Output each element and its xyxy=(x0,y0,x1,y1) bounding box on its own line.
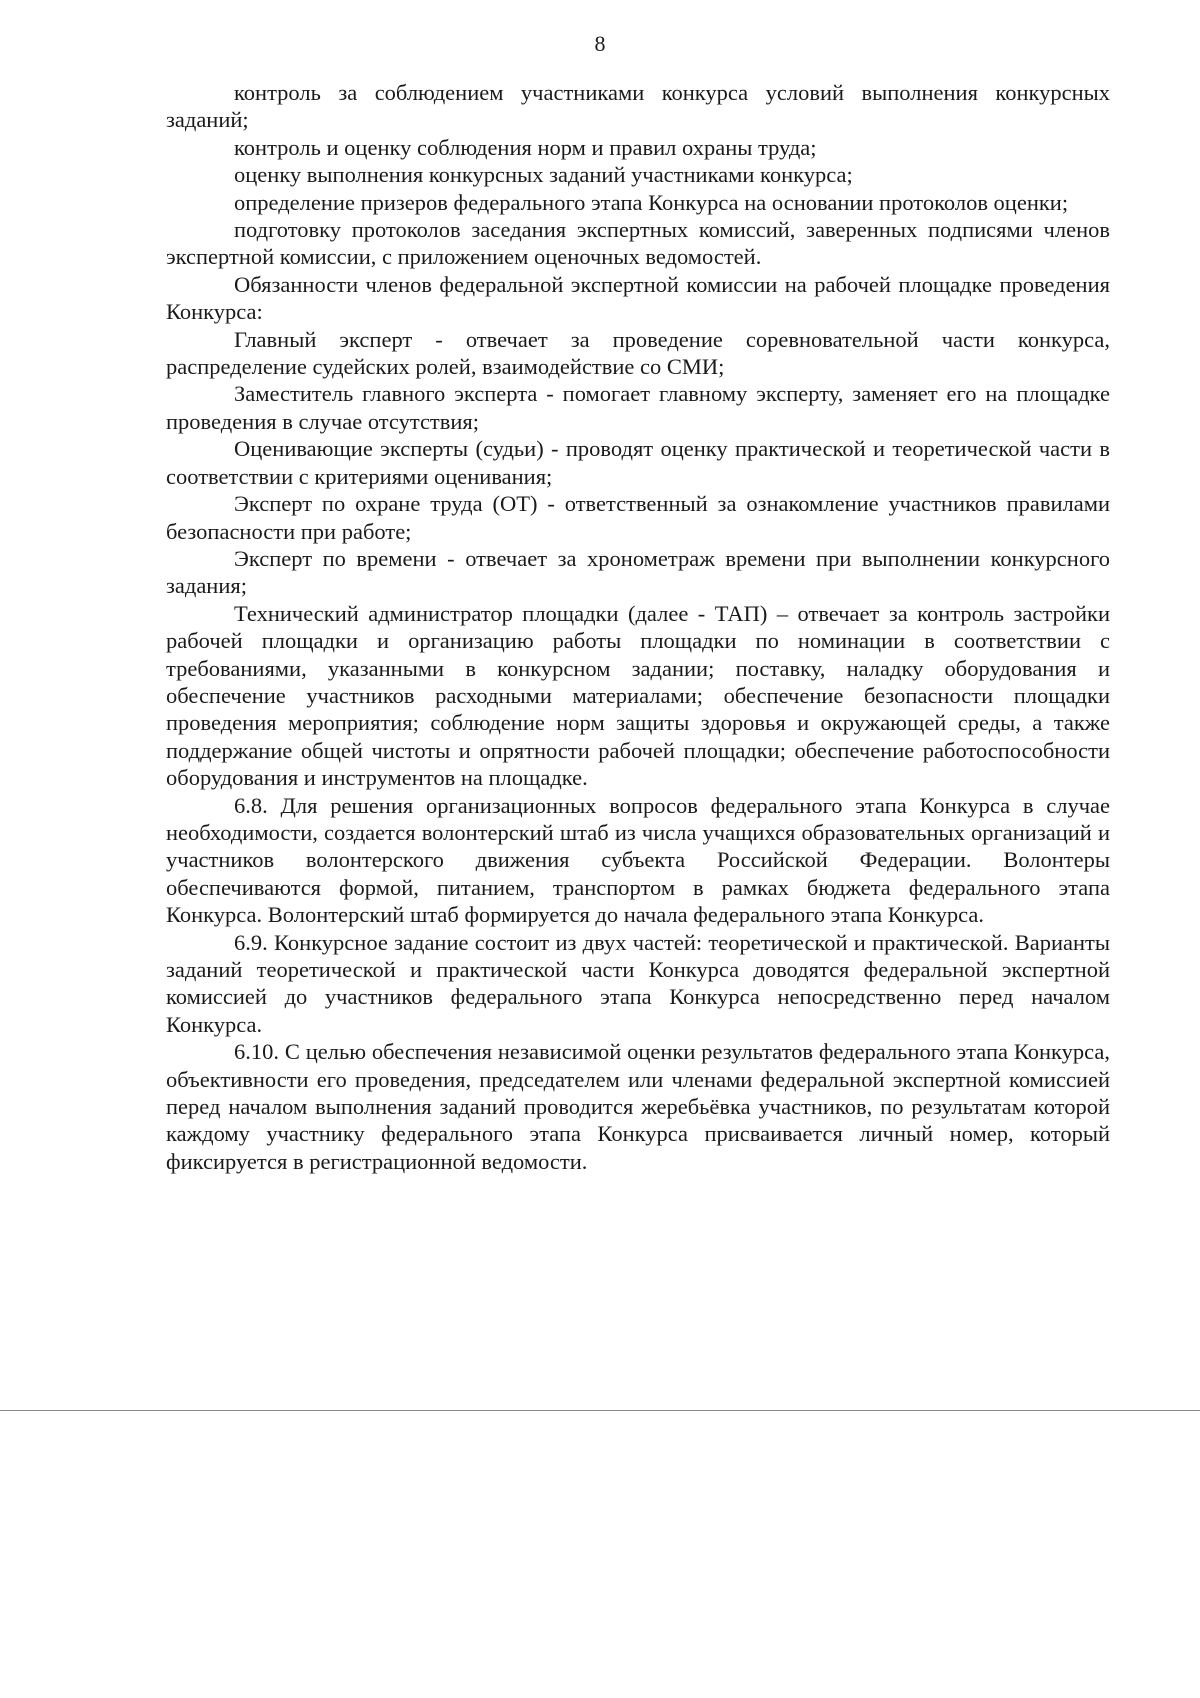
paragraph-duties-intro: Обязанности членов федеральной экспертной комиссии на рабочей площадке проведения Конкурса: xyxy=(166,271,1110,325)
paragraph-6-9: 6.9. Конкурсное задание состоит из двух частей: теоретической и практической. Варианты заданий теоретической и практической части Конкурса доводятся федеральной экспертной комиссией до участников федерального этапа Конкурса непосредственно перед началом Конкурса. xyxy=(166,929,1110,1037)
paragraph-chief-expert: Главный эксперт - отвечает за проведение соревновательной части конкурса, распределение судейских ролей, взаимодействие со СМИ; xyxy=(166,326,1110,380)
paragraph-winners: определение призеров федерального этапа Конкурса на основании протоколов оценки; xyxy=(234,189,1069,215)
paragraph-safety-expert: Эксперт по охране труда (ОТ) - ответственный за ознакомление участников правилами безопасности при работе; xyxy=(166,491,1110,544)
paragraph-6-8: 6.8. Для решения организационных вопросов федерального этапа Конкурса в случае необходимости, создается волонтерский штаб из числа учащихся образовательных организаций и участников волонтерского движения субъекта Российской Федерации. Волонтеры обеспечиваются формой, питанием, транспортом в рамках бюджета федерального этапа Конкурса. Волонтерский штаб формируется до начала федерального этапа Конкурса. xyxy=(166,792,1110,928)
paragraph-judges: Оценивающие эксперты (судьи) - проводят оценку практической и теоретической части в соответствии с критериями оценивания; xyxy=(166,436,1110,489)
paragraph-task-evaluation: оценку выполнения конкурсных заданий участниками конкурса; xyxy=(234,162,853,188)
document-body xyxy=(166,79,1110,1175)
paragraph-time-expert: Эксперт по времени - отвечает за хронометраж времени при выполнении конкурсного задания; xyxy=(166,545,1110,599)
paragraph-technical-admin: Технический администратор площадки (далее - ТАП) – отвечает за контроль застройки рабочей площадки и организацию работы площадки по номинации в соответствии с требованиями, указанными в конкурсном задании; поставку, наладку оборудования и обеспечение участников расходными материалами; обеспечение безопасности площадки проведения мероприятия; соблюдение норм защиты здоровья и окружающей среды, а также поддержание общей чистоты и опрятности рабочей площадки; обеспечение работоспособности оборудования и инструментов на площадке. xyxy=(166,600,1110,791)
paragraph-labor-safety: контроль и оценку соблюдения норм и правил охраны труда; xyxy=(234,134,817,160)
page-bottom-rule xyxy=(0,1410,1200,1411)
paragraph-protocols: подготовку протоколов заседания экспертных комиссий, заверенных подписями членов экспертной комиссии, с приложением оценочных ведомостей. xyxy=(166,217,1110,270)
paragraph-6-10: 6.10. С целью обеспечения независимой оценки результатов федерального этапа Конкурса, объективности его проведения, председателем или членами федеральной экспертной комиссией перед началом выполнения заданий проводится жеребьёвка участников, по результатам которой каждому участнику федерального этапа Конкурса присваивается личный номер, который фиксируется в регистрационной ведомости. xyxy=(166,1039,1110,1174)
paragraph-control-conditions: контроль за соблюдением участниками конкурса условий выполнения конкурсных заданий; xyxy=(166,80,1110,133)
page-number: 8 xyxy=(594,31,606,56)
paragraph-deputy-expert: Заместитель главного эксперта - помогает главному эксперту, заменяет его на площадке проведения в случае отсутствия; xyxy=(166,381,1110,434)
